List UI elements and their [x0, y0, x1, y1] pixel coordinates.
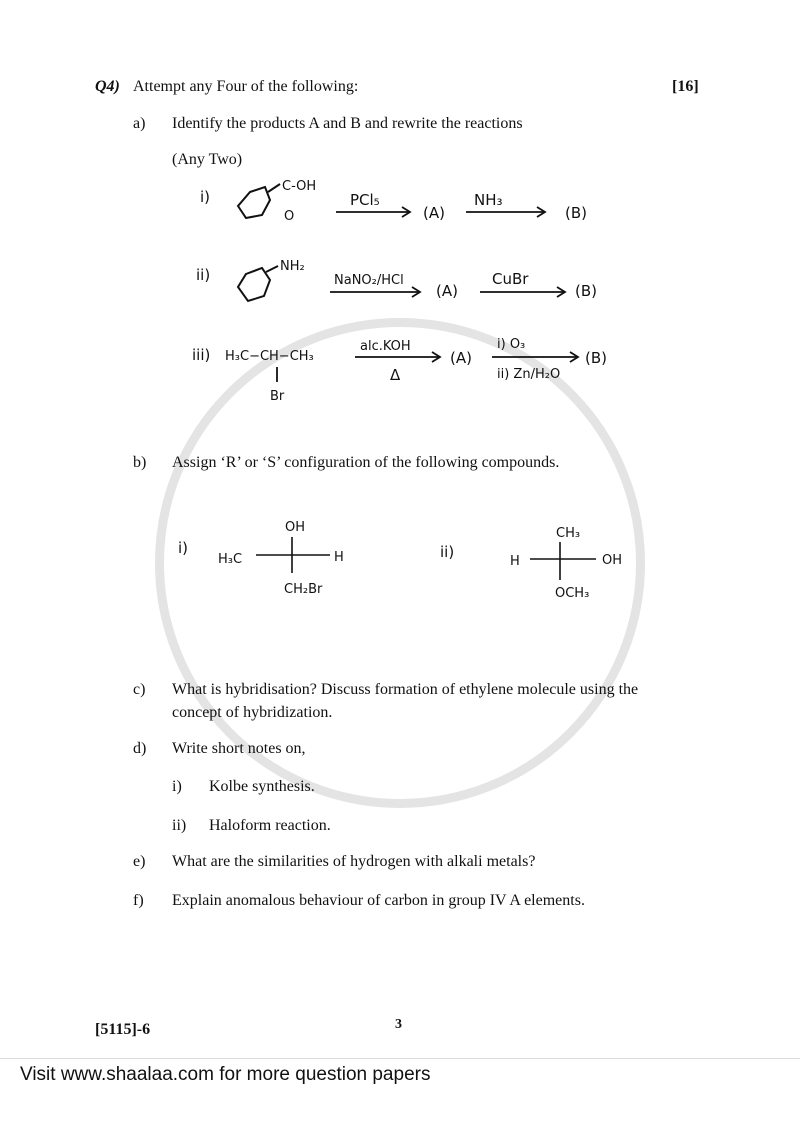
question-instruction: Attempt any Four of the following:: [133, 78, 359, 95]
page-number: 3: [395, 1017, 402, 1032]
top-group: CH₃: [556, 526, 581, 541]
question-marks: [16]: [672, 78, 699, 95]
product-b: (B): [575, 282, 597, 300]
product-b: (B): [585, 349, 607, 367]
part-a-text: Identify the products A and B and rewrite the reactions: [172, 115, 523, 132]
top-group: OH: [285, 520, 306, 535]
compound-label: ii): [440, 543, 455, 561]
product-a: (A): [436, 282, 458, 300]
branch-bromine: Br: [270, 389, 285, 404]
part-a-note: (Any Two): [172, 151, 243, 168]
reagent: PCl₅: [350, 191, 380, 209]
reagent: NH₃: [474, 191, 503, 209]
reaction-ii: [196, 259, 597, 301]
banner-link-text[interactable]: Visit www.shaalaa.com for more question papers: [20, 1064, 431, 1085]
compound-ii: [440, 526, 622, 601]
question-number: Q4): [95, 78, 120, 95]
part-d-item-text: Haloform reaction.: [209, 817, 331, 834]
part-b-label: b): [133, 454, 147, 471]
reagent-bottom: Δ: [390, 366, 401, 384]
benzene-ring-icon: [238, 187, 270, 218]
carbonyl-oxygen: O: [284, 209, 295, 224]
reactions-diagram: [0, 170, 800, 420]
right-group: OH: [602, 553, 623, 568]
fischer-projections: [0, 505, 800, 605]
left-group: H: [510, 554, 520, 569]
compound-label: i): [178, 539, 189, 557]
reaction-iii: [192, 337, 607, 404]
part-d-item-label: i): [172, 778, 182, 795]
part-c-line1: What is hybridisation? Discuss formation of ethylene molecule using the: [172, 681, 639, 698]
part-a-label: a): [133, 115, 146, 132]
part-f-label: f): [133, 892, 144, 909]
bottom-group: CH₂Br: [284, 582, 323, 597]
reaction-label: iii): [192, 346, 211, 364]
compound-i: [178, 520, 344, 597]
reagent-bottom: ii) Zn/H₂O: [497, 367, 561, 382]
part-d-item-label: ii): [172, 817, 187, 834]
part-c-label: c): [133, 681, 146, 698]
left-group: H₃C: [218, 552, 243, 567]
product-a: (A): [450, 349, 472, 367]
paper-code: [5115]-6: [95, 1021, 151, 1038]
bottom-group: OCH₃: [555, 586, 590, 601]
reaction-label: i): [200, 188, 211, 206]
part-f-text: Explain anomalous behaviour of carbon in group IV A elements.: [172, 892, 585, 909]
benzene-ring-icon: [238, 268, 270, 301]
reagent: CuBr: [492, 270, 529, 288]
reagent: NaNO₂/HCl: [334, 273, 404, 288]
reaction-i: [200, 179, 587, 224]
part-e-label: e): [133, 853, 146, 870]
reagent-top: i) O₃: [497, 337, 526, 352]
right-group: H: [334, 550, 344, 565]
substituent: C-OH: [282, 179, 317, 194]
product-a: (A): [423, 204, 445, 222]
substituent: NH₂: [280, 259, 305, 274]
part-d-item-text: Kolbe synthesis.: [209, 778, 315, 795]
part-d-text: Write short notes on,: [172, 740, 306, 757]
part-b-text: Assign ‘R’ or ‘S’ configuration of the following compounds.: [172, 454, 560, 471]
reagent-top: alc.KOH: [360, 339, 411, 354]
reactant: H₃C−CH−CH₃: [225, 349, 314, 364]
reaction-label: ii): [196, 266, 211, 284]
part-d-label: d): [133, 740, 147, 757]
product-b: (B): [565, 204, 587, 222]
part-c-line2: concept of hybridization.: [172, 704, 333, 721]
part-e-text: What are the similarities of hydrogen with alkali metals?: [172, 853, 536, 870]
